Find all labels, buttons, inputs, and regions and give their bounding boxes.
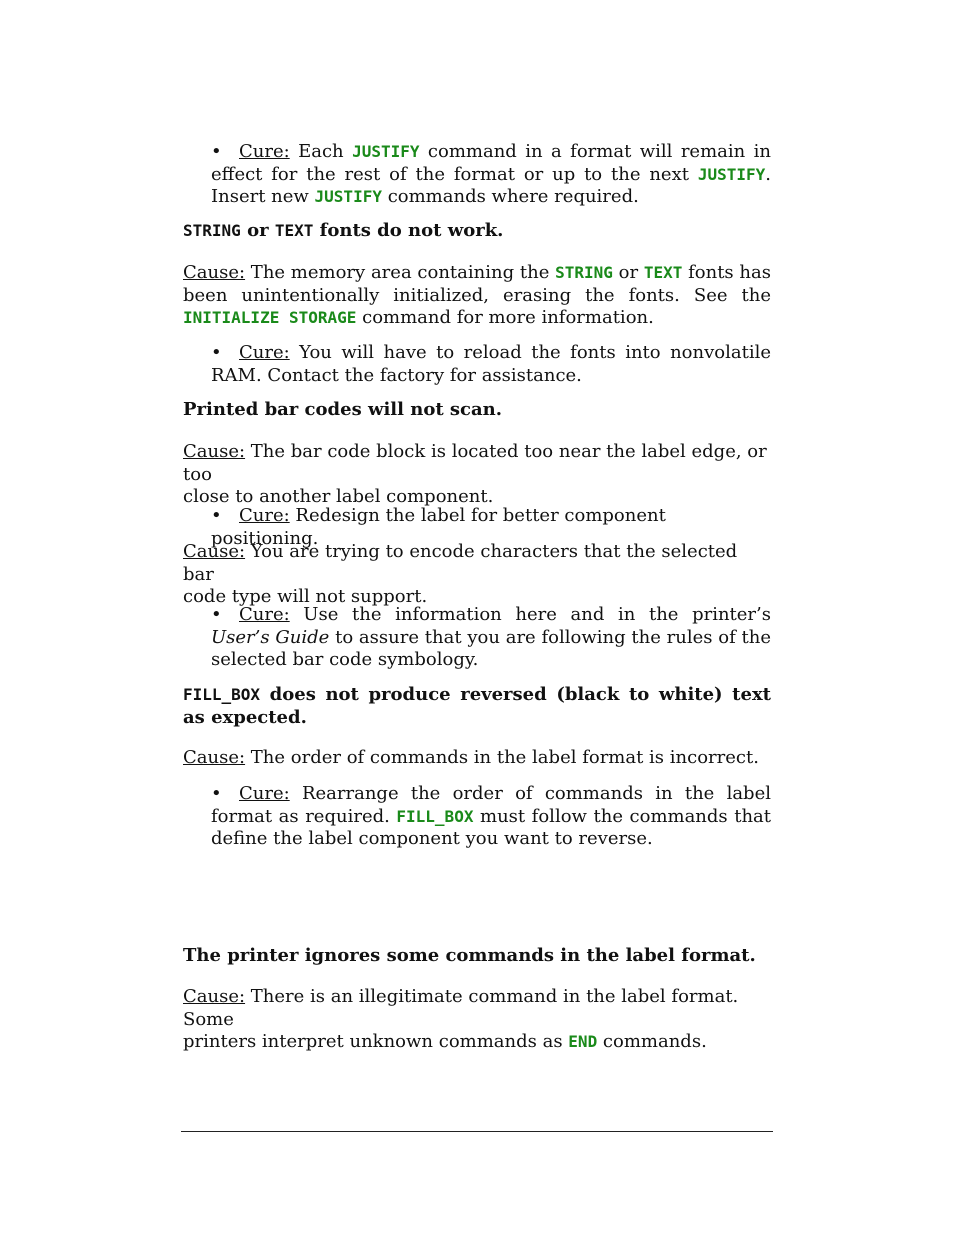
cure-label: Cure: <box>239 505 290 526</box>
bullet-dot: • <box>211 783 222 804</box>
footer-rule <box>181 1131 773 1132</box>
cause-label: Cause: <box>183 262 246 283</box>
cause-label: Cause: <box>183 986 246 1007</box>
command-justify: JUSTIFY <box>352 142 420 161</box>
cause-bar-code-position: Cause: The bar code block is located too near the label edge, or too close to another label component. <box>183 441 767 507</box>
heading-bar-codes-not-scan: Printed bar codes will not scan. <box>183 399 503 420</box>
bullet-reload-fonts-cure: • Cure: You will have to reload the fonts into nonvolatile RAM. Contact the factory for assistance. <box>211 342 771 386</box>
command-text: TEXT <box>643 263 683 282</box>
bullet-dot: • <box>211 604 222 625</box>
bullet-dot: • <box>211 505 222 526</box>
cure-label: Cure: <box>239 141 290 162</box>
bullet-justify-cure: • Cure: Each JUSTIFY command in a format will remain in effect for the rest of the format or up to the next JUSTIFY. Insert new JUSTIFY commands where required. <box>211 141 771 207</box>
command-end: END <box>568 1032 598 1051</box>
command-fill-box: FILL_BOX <box>396 806 474 826</box>
bullet-redesign-cure: • Cure: Redesign the label for better component positioning. <box>211 505 666 549</box>
cause-unsupported-characters: Cause: You are trying to encode characters that the selected bar code type will not support. <box>183 541 738 607</box>
users-guide-title: User’s Guide <box>211 626 330 648</box>
command-justify: JUSTIFY <box>697 164 766 184</box>
bullet-dot: • <box>211 141 222 162</box>
command-string: STRING <box>555 263 613 282</box>
cure-label: Cure: <box>239 604 290 625</box>
heading-fill-box-reversed: FILL_BOX does not produce reversed (black to white) text as expected. <box>183 684 771 728</box>
cause-label: Cause: <box>183 747 246 768</box>
cause-label: Cause: <box>183 541 246 562</box>
heading-string-text-fonts: STRING or TEXT fonts do not work. <box>183 220 504 241</box>
cure-label: Cure: <box>239 783 290 804</box>
cause-command-order: Cause: The order of commands in the label format is incorrect. <box>183 747 759 768</box>
heading-printer-ignores-commands: The printer ignores some commands in the label format. <box>183 945 756 966</box>
command-initialize-storage: INITIALIZE STORAGE <box>183 308 357 327</box>
cause-memory-initialized: Cause: The memory area containing the STRING or TEXT fonts has been unintentionally initialized, erasing the fonts. See the INITIALIZE STORAGE command for more information. <box>183 262 771 328</box>
cure-label: Cure: <box>239 342 290 363</box>
bullet-users-guide-cure: • Cure: Use the information here and in the printer’s User’s Guide to assure that you are following the rules of the selected bar code symbology. <box>211 604 772 670</box>
cause-illegitimate-command: Cause: There is an illegitimate command in the label format. Some printers interpret unknown commands as END commands. <box>183 986 739 1052</box>
cause-label: Cause: <box>183 441 246 462</box>
bullet-rearrange-cure: • Cure: Rearrange the order of commands in the label format as required. FILL_BOX must follow the commands that define the label component you want to reverse. <box>211 783 771 849</box>
bullet-dot: • <box>211 342 222 363</box>
command-justify: JUSTIFY <box>314 187 382 206</box>
